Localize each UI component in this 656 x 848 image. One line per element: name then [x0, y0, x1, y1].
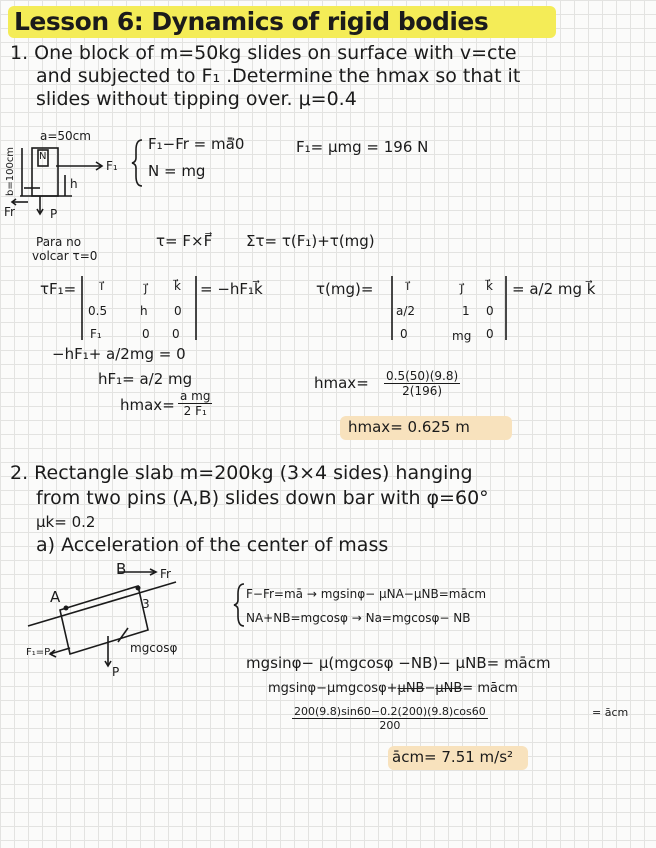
p1-hmax-num-den: 2(196): [402, 384, 443, 398]
p2-eq5-num: 200(9.8)sin60−0.2(200)(9.8)cos60: [294, 705, 486, 718]
p2-eq4-a: mgsinφ−μmgcosφ+: [268, 681, 398, 696]
p1-hmax-num-lhs: hmax=: [314, 374, 369, 392]
det1-r3c1: F₁: [90, 327, 102, 341]
p2-eq4-d: μNB: [435, 681, 463, 696]
p1-hmax-num-num: 0.5(50)(9.8): [386, 369, 459, 383]
p1-hmax-frac-num: a mg: [180, 389, 211, 403]
p2-answer: ācm= 7.51 m/s²: [392, 748, 514, 766]
p2-eq1: F−Fr=mā → mgsinφ− μNA−μNB=mācm: [246, 587, 487, 601]
p1-answer: hmax= 0.625 m: [348, 418, 470, 436]
det2-lhs: τ(mg)=: [316, 280, 374, 298]
det1-r1c2: j⃗: [144, 281, 148, 295]
problem2-line1: 2. Rectangle slab m=200kg (3×4 sides) hanging: [10, 462, 473, 484]
p2-eq4-c: −: [424, 681, 436, 696]
sum-torque: Στ= τ(F₁)+τ(mg): [246, 232, 375, 250]
p2-eq5-rhs: = ācm: [592, 706, 629, 719]
fig1-b-label: b=100cm: [5, 146, 16, 196]
p1-hmax-lhs: hmax=: [120, 396, 175, 414]
torque-definition: τ= F×F⃗: [156, 232, 213, 250]
det2-r3c2: mg: [452, 329, 472, 343]
problem1-line1: 1. One block of m=50kg slides on surface with v=cte: [10, 42, 517, 64]
problem2-line3: μk= 0.2: [36, 513, 96, 531]
problem2-line2: from two pins (A,B) slides down bar with φ=60°: [36, 487, 489, 509]
fig2-three-label: 3: [142, 597, 150, 611]
fig2-mgcos-label: mgcosφ: [130, 641, 178, 655]
para-no-line2: volcar τ=0: [32, 249, 98, 263]
para-no-line1: Para no: [36, 235, 82, 249]
det2-r3c1: 0: [400, 327, 408, 341]
fig1-P-label: P: [50, 207, 58, 221]
problem1-line3: slides without tipping over. μ=0.4: [36, 88, 357, 110]
fig1-N-label: N: [39, 151, 47, 162]
fig2-Fr-left-label: F₁=Pᵧ: [26, 647, 54, 658]
p1-step1: −hF₁+ a/2mg = 0: [52, 345, 186, 363]
problem2-line4: a) Acceleration of the center of mass: [36, 534, 389, 556]
fig2-B-label: B: [116, 560, 127, 578]
fig2-P-label: P: [112, 665, 120, 679]
p2-eq3: mgsinφ− μ(mgcosφ −NB)− μNB= mācm: [246, 654, 551, 672]
det2-r2c2: 1: [462, 304, 470, 318]
p1-sys-eq1: F₁−Fr = mā⃗0: [148, 135, 245, 153]
det2-r2c3: 0: [486, 304, 494, 318]
fig1-a-label: a=50cm: [40, 129, 91, 143]
det1-r1c3: k⃗: [174, 279, 181, 293]
p1-step2: hF₁= a/2 mg: [98, 370, 193, 388]
fig1-h-label: h: [70, 177, 78, 191]
page-title: Lesson 6: Dynamics of rigid bodies: [14, 7, 489, 36]
det2-r1c1: i⃗: [406, 279, 410, 293]
det1-lhs: τF₁=: [40, 280, 77, 298]
fig2-A-label: A: [50, 588, 61, 606]
p2-eq2: NA+NB=mgcosφ → Na=mgcosφ− NB: [246, 611, 471, 625]
p1-sys-eq2: N = mg: [148, 162, 206, 180]
p2-eq5-den: 200: [379, 719, 401, 732]
det2-r1c3: k⃗: [486, 279, 493, 293]
problem1-line2: and subjected to F₁ .Determine the hmax so that it: [36, 65, 521, 87]
p2-eq4-b: μNB: [397, 681, 425, 696]
det2-r3c3: 0: [486, 327, 494, 341]
det1-r3c3: 0: [172, 327, 180, 341]
p2-eq4-e: = mācm: [462, 681, 518, 696]
det1-rhs: = −hF₁k⃗: [200, 280, 263, 298]
p2-eq5-fraction: [292, 706, 488, 731]
p1-hmax-frac-den: 2 F₁: [183, 404, 207, 418]
det2-r1c2: j⃗: [460, 281, 464, 295]
det1-r2c2: h: [140, 304, 148, 318]
det2-r2c1: a/2: [396, 304, 416, 318]
fig1-F1-label: F₁: [106, 159, 118, 173]
det1-r1c1: i⃗: [100, 279, 104, 293]
det1-r2c3: 0: [174, 304, 182, 318]
det1-r2c1: 0.5: [88, 304, 108, 318]
det2-rhs: = a/2 mg k⃗: [512, 280, 596, 298]
det1-r3c2: 0: [142, 327, 150, 341]
p2-eq4: [268, 682, 518, 695]
fig1-Fr-label: Fr: [4, 205, 15, 219]
fig2-Fr-label: Fr: [160, 567, 171, 581]
p1-f1-result: F₁= μmg = 196 N: [296, 138, 429, 156]
